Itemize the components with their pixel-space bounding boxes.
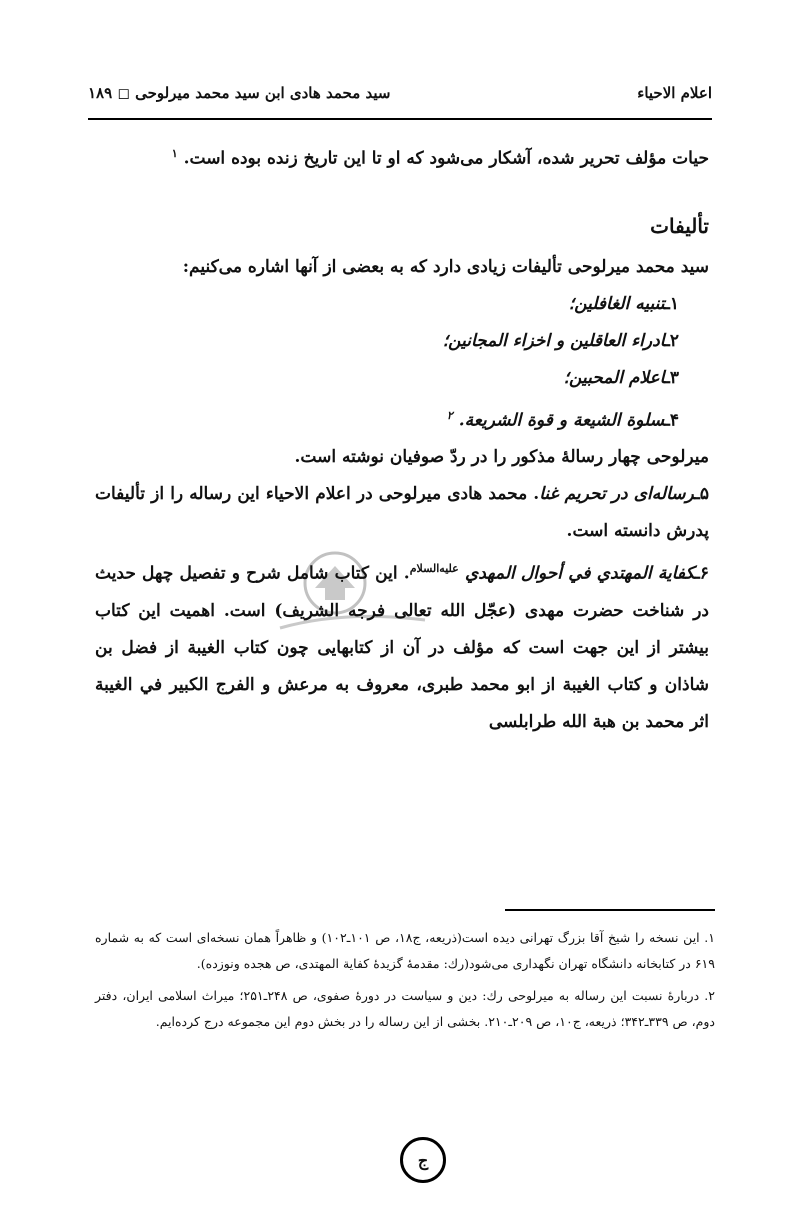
list-item: ۲ـادراء العاقلین و اخزاء المجانین؛ [442, 330, 679, 351]
footnote-1: ۱. این نسخه را شیخ آقا بزرگ تهرانی دیده است(ذریعه، ج۱۸، ص ۱۰۱ـ۱۰۲) و ظاهراً همان نسخه‌ای است که به شماره ۶۱۹ در کتابخانه دانشگاه تهران نگهداری می‌شود(رك: مقدمهٔ گزیدهٔ کفایة المهتدی، ص هجده ونوزده). [95, 930, 715, 971]
section-heading: تألیفات [650, 213, 709, 238]
paragraph-item-6: ۶ـکفایة المهتدي في أحوال المهدي $^{عليه‌السلام}$. این کتاب شامل شرح و تفصیل چهل حدیث در شناخت حضرت مهدی (عجّل الله تعالی فرجه الشریف) است. اهمیت این کتاب بیشتر از این جهت است که مؤلف در آن از کتابهایی چون کتاب الغیبة از فضل بن شاذان و کتاب الغیبة از ابو محمد طبری، معروف به مرعش و الفرج الکبیر في الغیبة اثر محمد بن هبة الله طرابلسی [95, 562, 709, 732]
header-rule [88, 118, 712, 120]
paragraph-item-5: ۵ـرساله‌ای در تحریم غنا. محمد هادی میرلوحی در اعلام الاحیاء این رساله را از تألیفات پدرش دانسته است. [95, 484, 709, 542]
honorific-glyph: عليه‌السلام [409, 562, 459, 576]
paragraph-works-intro: سید محمد میرلوحی تألیفات زیادی دارد که به بعضی از آنها اشاره می‌کنیم: [182, 256, 709, 277]
paragraph-sufi-refutation: میرلوحی چهار رسالهٔ مذکور را در ردّ صوفیان نوشته است. [294, 447, 709, 468]
page-number-marker: ج [400, 1137, 446, 1183]
header-chapter-title: سید محمد هادی ابن سید محمد میرلوحی ◻ ۱۸۹ [88, 84, 391, 102]
running-header [88, 78, 712, 108]
work-title: کفایة المهتدي في أحوال المهدي [464, 563, 695, 584]
list-item: ۴ـسلوة الشیعة و قوة الشریعة. $^۲$ [446, 408, 679, 431]
footnote-ref-1: ۱ [171, 147, 178, 160]
footnote-2: ۲. دربارهٔ نسبت این رساله به میرلوحی رك: دین و سیاست در دورهٔ صفوی، ص ۲۴۸ـ۲۵۱؛ میراث اسلامی ایران، دفتر دوم، ص ۳۳۹ـ۳۴۲؛ ذریعه، ج۱۰، ص ۲۰۹ـ۲۱۰. بخشی از این رساله را در بخش دوم این مجموعه درج کرده‌ایم. [95, 988, 715, 1029]
header-book-title: اعلام الاحیاء [637, 84, 712, 102]
footnote-separator [505, 909, 715, 911]
list-item: ۱ـتنبیه الغافلین؛ [568, 293, 679, 314]
footnotes [95, 925, 715, 1041]
list-item: ۳ـاعلام المحبین؛ [563, 367, 679, 388]
intro-paragraph: حیات مؤلف تحریر شده، آشکار می‌شود که او تا این تاریخ زنده بوده است. $^۱$ [171, 147, 709, 169]
work-title: رساله‌ای در تحریم غنا [539, 484, 695, 505]
footnote-ref-2: ۲ [446, 408, 453, 422]
main-text [95, 135, 709, 741]
